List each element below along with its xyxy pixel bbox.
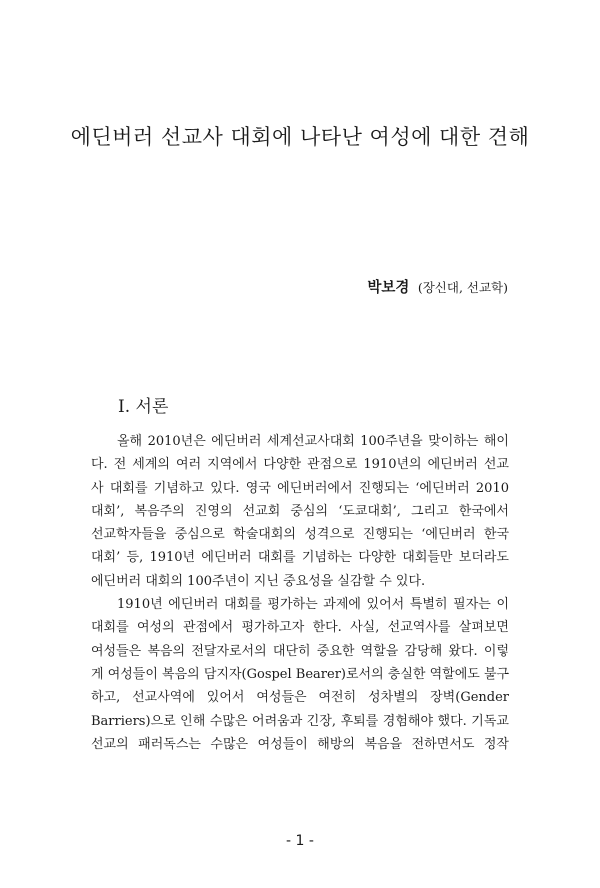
text-line: 선교의 패러독스는 수많은 여성들이 해방의 복음을 전하면서도 정작: [91, 736, 509, 752]
text-line: Barriers)으로 인해 수많은 어려움과 긴장, 후퇴를 경험해야 했다. 기독교: [91, 713, 509, 729]
text-line: 여성들은 복음의 전달자로서의 대단히 중요한 역할을 감당해 왔다. 이렇: [91, 643, 509, 659]
text-line: 사 대회를 기념하고 있다. 영국 에딘버러에서 진행되는 ‘에딘버러 2010: [91, 480, 509, 496]
text-line: 다. 전 세계의 여러 지역에서 다양한 관점으로 1910년의 에딘버러 선교: [91, 457, 509, 473]
section-heading: I. 서론: [118, 397, 169, 417]
text-line: 게 여성들이 복음의 담지자(Gospel Bearer)로서의 충실한 역할에도 불구: [91, 666, 509, 682]
text-line: 대회를 여성의 관점에서 평가하고자 한다. 사실, 선교역사를 살펴보면: [91, 620, 509, 636]
author-affiliation: (장신대, 선교학): [417, 280, 508, 295]
text-line: 에딘버러 대회의 100주년이 지닌 중요성을 실감할 수 있다.: [91, 573, 426, 589]
text-line: 올해 2010년은 에딘버러 세계선교사대회 100주년을 맞이하는 해이: [117, 434, 509, 449]
author-line: [367, 276, 508, 297]
paragraph-2: [91, 593, 509, 756]
text-line: 대회’ 등, 1910년 에딘버러 대회를 기념하는 다양한 대회들만 보더라도: [91, 550, 509, 566]
page-number: - 1 -: [286, 833, 314, 849]
author-name: 박보경: [367, 279, 410, 296]
text-line: 1910년 에딘버러 대회를 평가하는 과제에 있어서 특별히 필자는 이: [117, 597, 509, 613]
text-line: 하고, 선교사역에 있어서 여성들은 여전히 성차별의 장벽(Gender: [91, 690, 509, 706]
text-line: 대회’, 복음주의 진영의 선교회 중심의 ‘도쿄대회’, 그리고 한국에서: [91, 503, 509, 519]
paragraph-1: [91, 430, 509, 593]
document-title: 에딘버러 선교사 대회에 나타난 여성에 대한 견해: [70, 125, 530, 149]
body-text: [91, 430, 509, 756]
text-line: 선교학자들을 중심으로 학술대회의 성격으로 진행되는 ‘에딘버러 한국: [91, 527, 509, 543]
